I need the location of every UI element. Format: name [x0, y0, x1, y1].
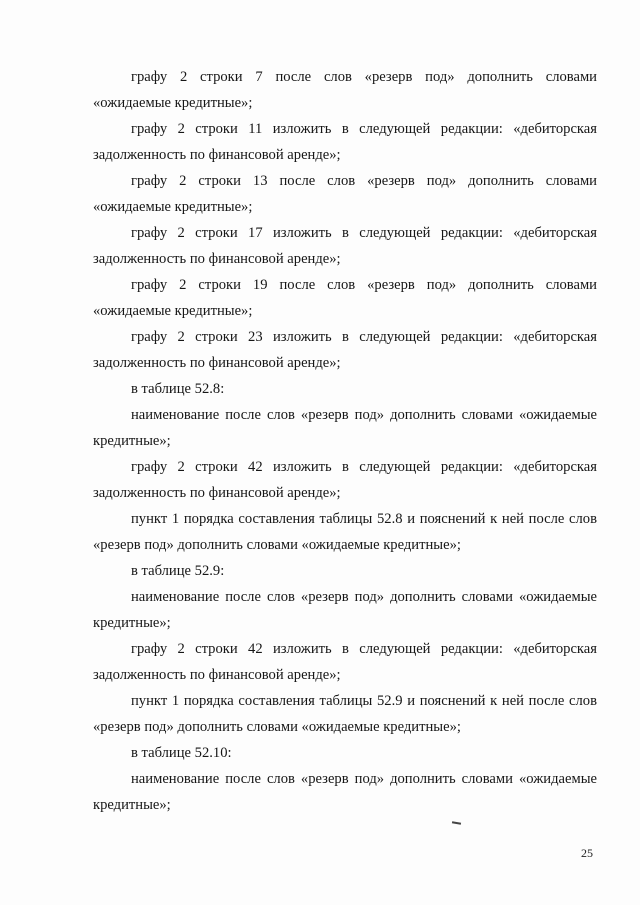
- paragraph-line: пункт 1 порядка составления таблицы 52.8 и пояснений к ней после слов: [131, 511, 597, 527]
- paragraph-line: графу 2 строки 7 после слов «резерв под» дополнить словами: [131, 69, 597, 85]
- paragraph-line: «резерв под» дополнить словами «ожидаемые кредитные»;: [93, 719, 461, 735]
- paragraph-line: графу 2 строки 19 после слов «резерв под» дополнить словами: [131, 277, 597, 293]
- paragraph-line: пункт 1 порядка составления таблицы 52.9 и пояснений к ней после слов: [131, 693, 597, 709]
- paragraph: [93, 636, 597, 688]
- paragraph-line: графу 2 строки 11 изложить в следующей редакции: «дебиторская: [131, 121, 597, 137]
- paragraph: [93, 324, 597, 376]
- paragraph-line: графу 2 строки 23 изложить в следующей редакции: «дебиторская: [131, 329, 597, 345]
- paragraph: [93, 272, 597, 324]
- paragraph-line: кредитные»;: [93, 433, 171, 449]
- paragraph-line: в таблице 52.8:: [131, 381, 225, 397]
- paragraph-line: «ожидаемые кредитные»;: [93, 303, 253, 319]
- paragraph: [93, 558, 597, 584]
- page-number: 25: [581, 846, 593, 860]
- paragraph-line: задолженность по финансовой аренде»;: [93, 147, 341, 163]
- paragraph: [93, 376, 597, 402]
- paragraph-line: наименование после слов «резерв под» дополнить словами «ожидаемые: [131, 407, 597, 423]
- paragraph: [93, 506, 597, 558]
- scan-mark: [452, 821, 461, 825]
- paragraph: [93, 402, 597, 454]
- paragraph-line: задолженность по финансовой аренде»;: [93, 355, 341, 371]
- paragraph-line: кредитные»;: [93, 797, 171, 813]
- paragraph-line: задолженность по финансовой аренде»;: [93, 251, 341, 267]
- paragraph: [93, 766, 597, 818]
- paragraph-line: «ожидаемые кредитные»;: [93, 199, 253, 215]
- paragraph: [93, 220, 597, 272]
- paragraph: [93, 454, 597, 506]
- paragraph: [93, 168, 597, 220]
- paragraph-line: задолженность по финансовой аренде»;: [93, 485, 341, 501]
- paragraph-line: задолженность по финансовой аренде»;: [93, 667, 341, 683]
- paragraph-line: графу 2 строки 13 после слов «резерв под» дополнить словами: [131, 173, 597, 189]
- paragraph: [93, 116, 597, 168]
- document-body: [93, 64, 597, 818]
- paragraph: [93, 688, 597, 740]
- paragraph-line: наименование после слов «резерв под» дополнить словами «ожидаемые: [131, 771, 597, 787]
- paragraph-line: в таблице 52.9:: [131, 563, 225, 579]
- paragraph-line: графу 2 строки 42 изложить в следующей редакции: «дебиторская: [131, 459, 597, 475]
- paragraph: [93, 64, 597, 116]
- paragraph-line: «резерв под» дополнить словами «ожидаемые кредитные»;: [93, 537, 461, 553]
- paragraph-line: «ожидаемые кредитные»;: [93, 95, 253, 111]
- paragraph-line: наименование после слов «резерв под» дополнить словами «ожидаемые: [131, 589, 597, 605]
- paragraph-line: графу 2 строки 17 изложить в следующей редакции: «дебиторская: [131, 225, 597, 241]
- paragraph-line: кредитные»;: [93, 615, 171, 631]
- paragraph-line: графу 2 строки 42 изложить в следующей редакции: «дебиторская: [131, 641, 597, 657]
- paragraph: [93, 584, 597, 636]
- paragraph-line: в таблице 52.10:: [131, 745, 232, 761]
- paragraph: [93, 740, 597, 766]
